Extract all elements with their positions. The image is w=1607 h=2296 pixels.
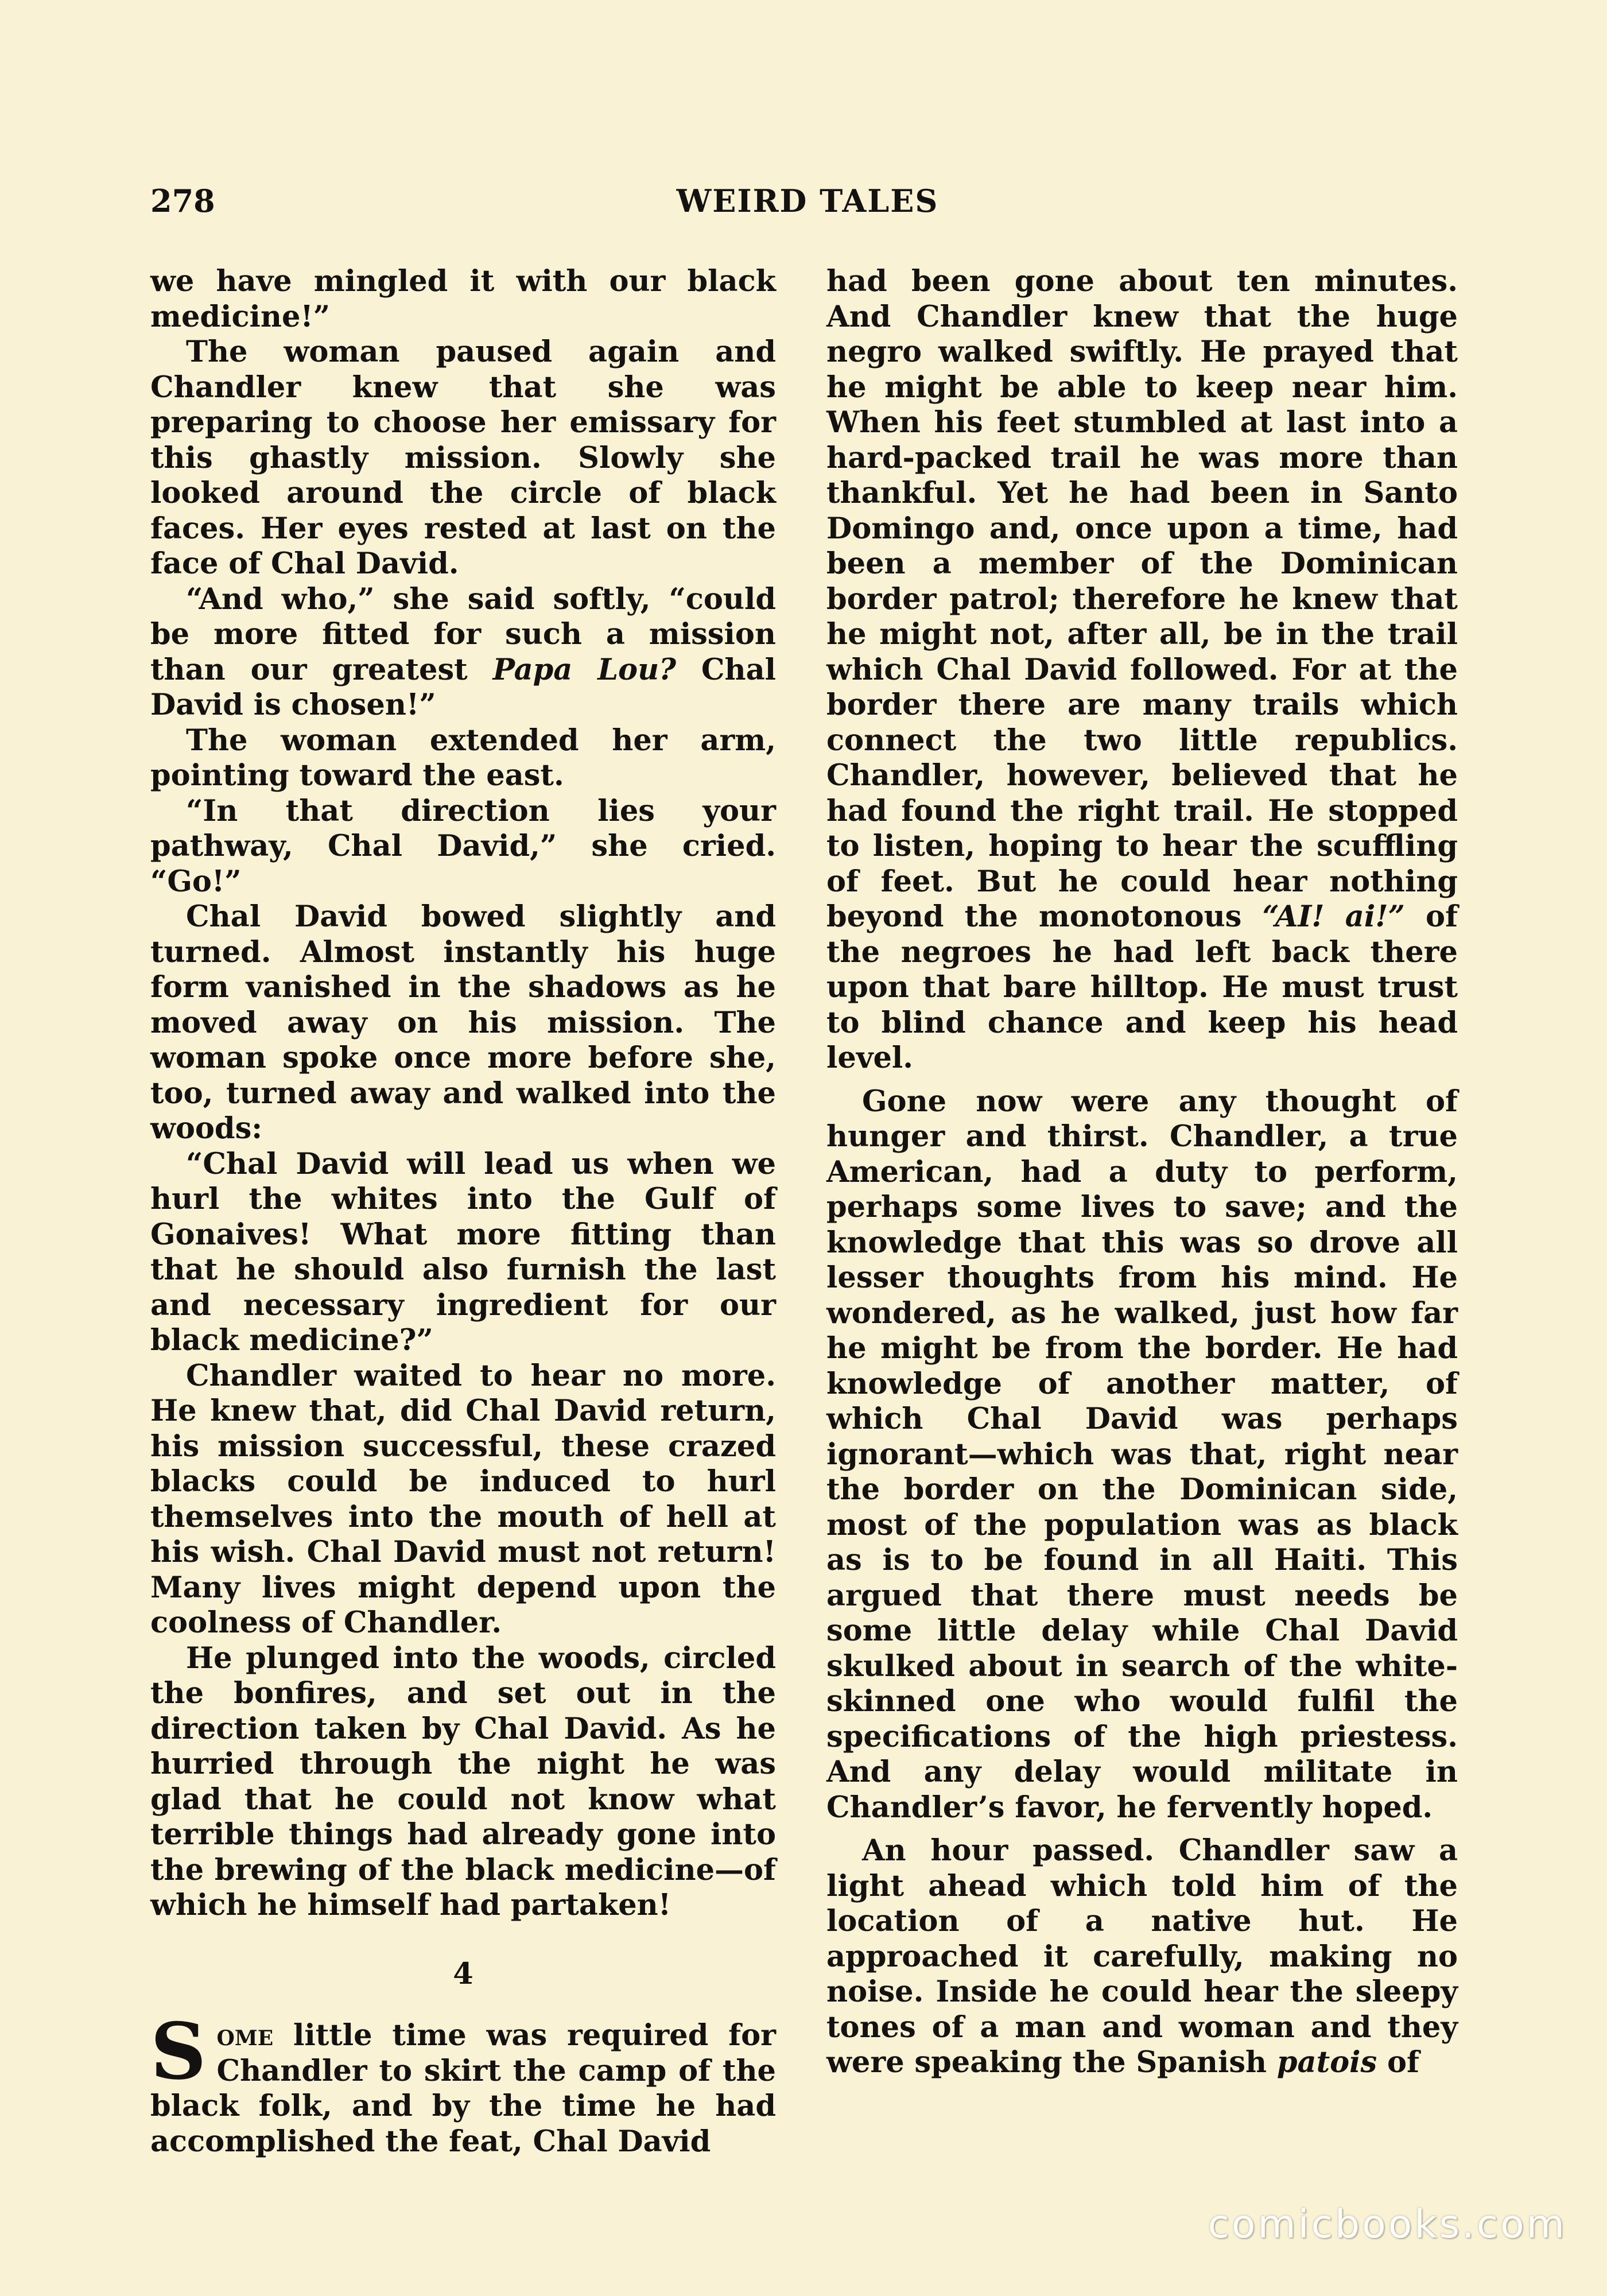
page-header xyxy=(150,181,1465,221)
paragraph: Chal David bowed slightly and turned. Almost instantly his huge form vanished in the shadows as he moved away on his mission. The woman spoke once more before she, too, turned away and walked into the woods: xyxy=(150,899,776,1146)
italic-term: patois xyxy=(1276,2045,1377,2080)
right-column xyxy=(826,264,1458,2081)
paragraph: He plunged into the woods, circled the bonfires, and set out in the direction taken by Chal David. As he hurried through the night he was glad that he could not know what terrible things had already gone into the brewing of the black medicine—of which he himself had partaken! xyxy=(150,1640,776,1922)
italic-term: Papa Lou? xyxy=(492,652,677,687)
paragraph: “In that direction lies your pathway, Chal David,” she cried. “Go!” xyxy=(150,793,776,899)
section-number: 4 xyxy=(453,1956,473,1991)
paragraph-text: The woman paused again and Chandler knew that she was preparing to choose her emissary for this ghastly mission. Slowly she looked around the circle of black faces. Her eyes rested at last on the face of Chal David. xyxy=(150,335,776,581)
paragraph: Chandler waited to hear no more. He knew that, did Chal David return, his mission successful, these crazed blacks could be induced to hurl themselves into the mouth of hell at his wish. Chal David must not return! Many lives might depend upon the coolness of Chandler. xyxy=(150,1358,776,1640)
left-column xyxy=(150,264,776,2159)
paragraph-text: An hour passed. Chandler saw a light ahead which told him of the location of a native hut. He approached it carefully, making no noise. Inside he could hear the sleepy tones of a man and woman and they were speaking the Spanish xyxy=(826,1833,1458,2080)
paragraph-text: Chal David is chosen!” xyxy=(150,652,776,722)
watermark: comicbooks.com xyxy=(1208,2202,1567,2247)
paragraph xyxy=(150,2006,776,2159)
running-title: WEIRD TALES xyxy=(676,183,939,219)
paragraph: “Chal David will lead us when we hurl the whites into the Gulf of Gonaives! What more fitting than that he should also furnish the last and necessary ingredient for our black medicine?” xyxy=(150,1146,776,1358)
small-caps-text: ome xyxy=(216,2018,274,2053)
drop-cap: S xyxy=(150,2006,207,2097)
paragraph-text: had been gone about ten minutes. And Chandler knew that the huge negro walked swiftly. He prayed that he might be able to keep near him. When his feet stumbled at last into a hard-packed trail he was more than thankful. Yet he had been in Santo Domingo and, once upon a time, had been a member of the Dominican border patrol; therefore he knew that he might not, after all, be in the trail which Chal David followed. For at the border there are many trails which connect the two little republics. Chandler, however, believed that he had found the right trail. He stopped to listen, hoping to hear the scuffling of feet. But he could hear nothing beyond the monotonous xyxy=(826,264,1458,934)
paragraph-text: little time was required for Chandler to skirt the camp of the black folk, and by the time he had accomplished the feat, Chal David xyxy=(150,2018,776,2159)
paragraph-text: “And who,” she said softly, “could be more fitted for such a mission than our greatest xyxy=(150,581,776,687)
paragraph: Gone now were any thought of hunger and thirst. Chandler, a true American, had a duty to perform, perhaps some lives to save; and the knowledge that this was so drove all lesser thoughts from his mind. He wondered, as he walked, just how far he might be from the border. He had knowledge of another matter, of which Chal David was perhaps ignorant—which was that, right near the border on the Dominican side, most of the population was as black as is to be found in all Haiti. This argued that there must needs be some little delay while Chal David skulked about in search of the white-skinned one who would fulfil the specifications of the high priestess. And any delay would militate in Chandler’s favor, he fervently hoped. xyxy=(826,1084,1458,1825)
page-number: 278 xyxy=(150,183,215,219)
paragraph xyxy=(826,264,1458,1076)
paragraph: The woman extended her arm, pointing toward the east. xyxy=(150,723,776,793)
paragraph: we have mingled it with our black medicine!” xyxy=(150,264,776,334)
paragraph xyxy=(150,335,776,582)
italic-term: “AI! ai!” xyxy=(1262,899,1405,934)
paragraph xyxy=(826,1833,1458,2081)
paragraph-text: of the negroes he had left back there upon that bare hilltop. He must trust to blind chance and keep his head level. xyxy=(826,899,1458,1075)
paragraph xyxy=(150,582,776,723)
paragraph-text: of xyxy=(1377,2045,1419,2080)
